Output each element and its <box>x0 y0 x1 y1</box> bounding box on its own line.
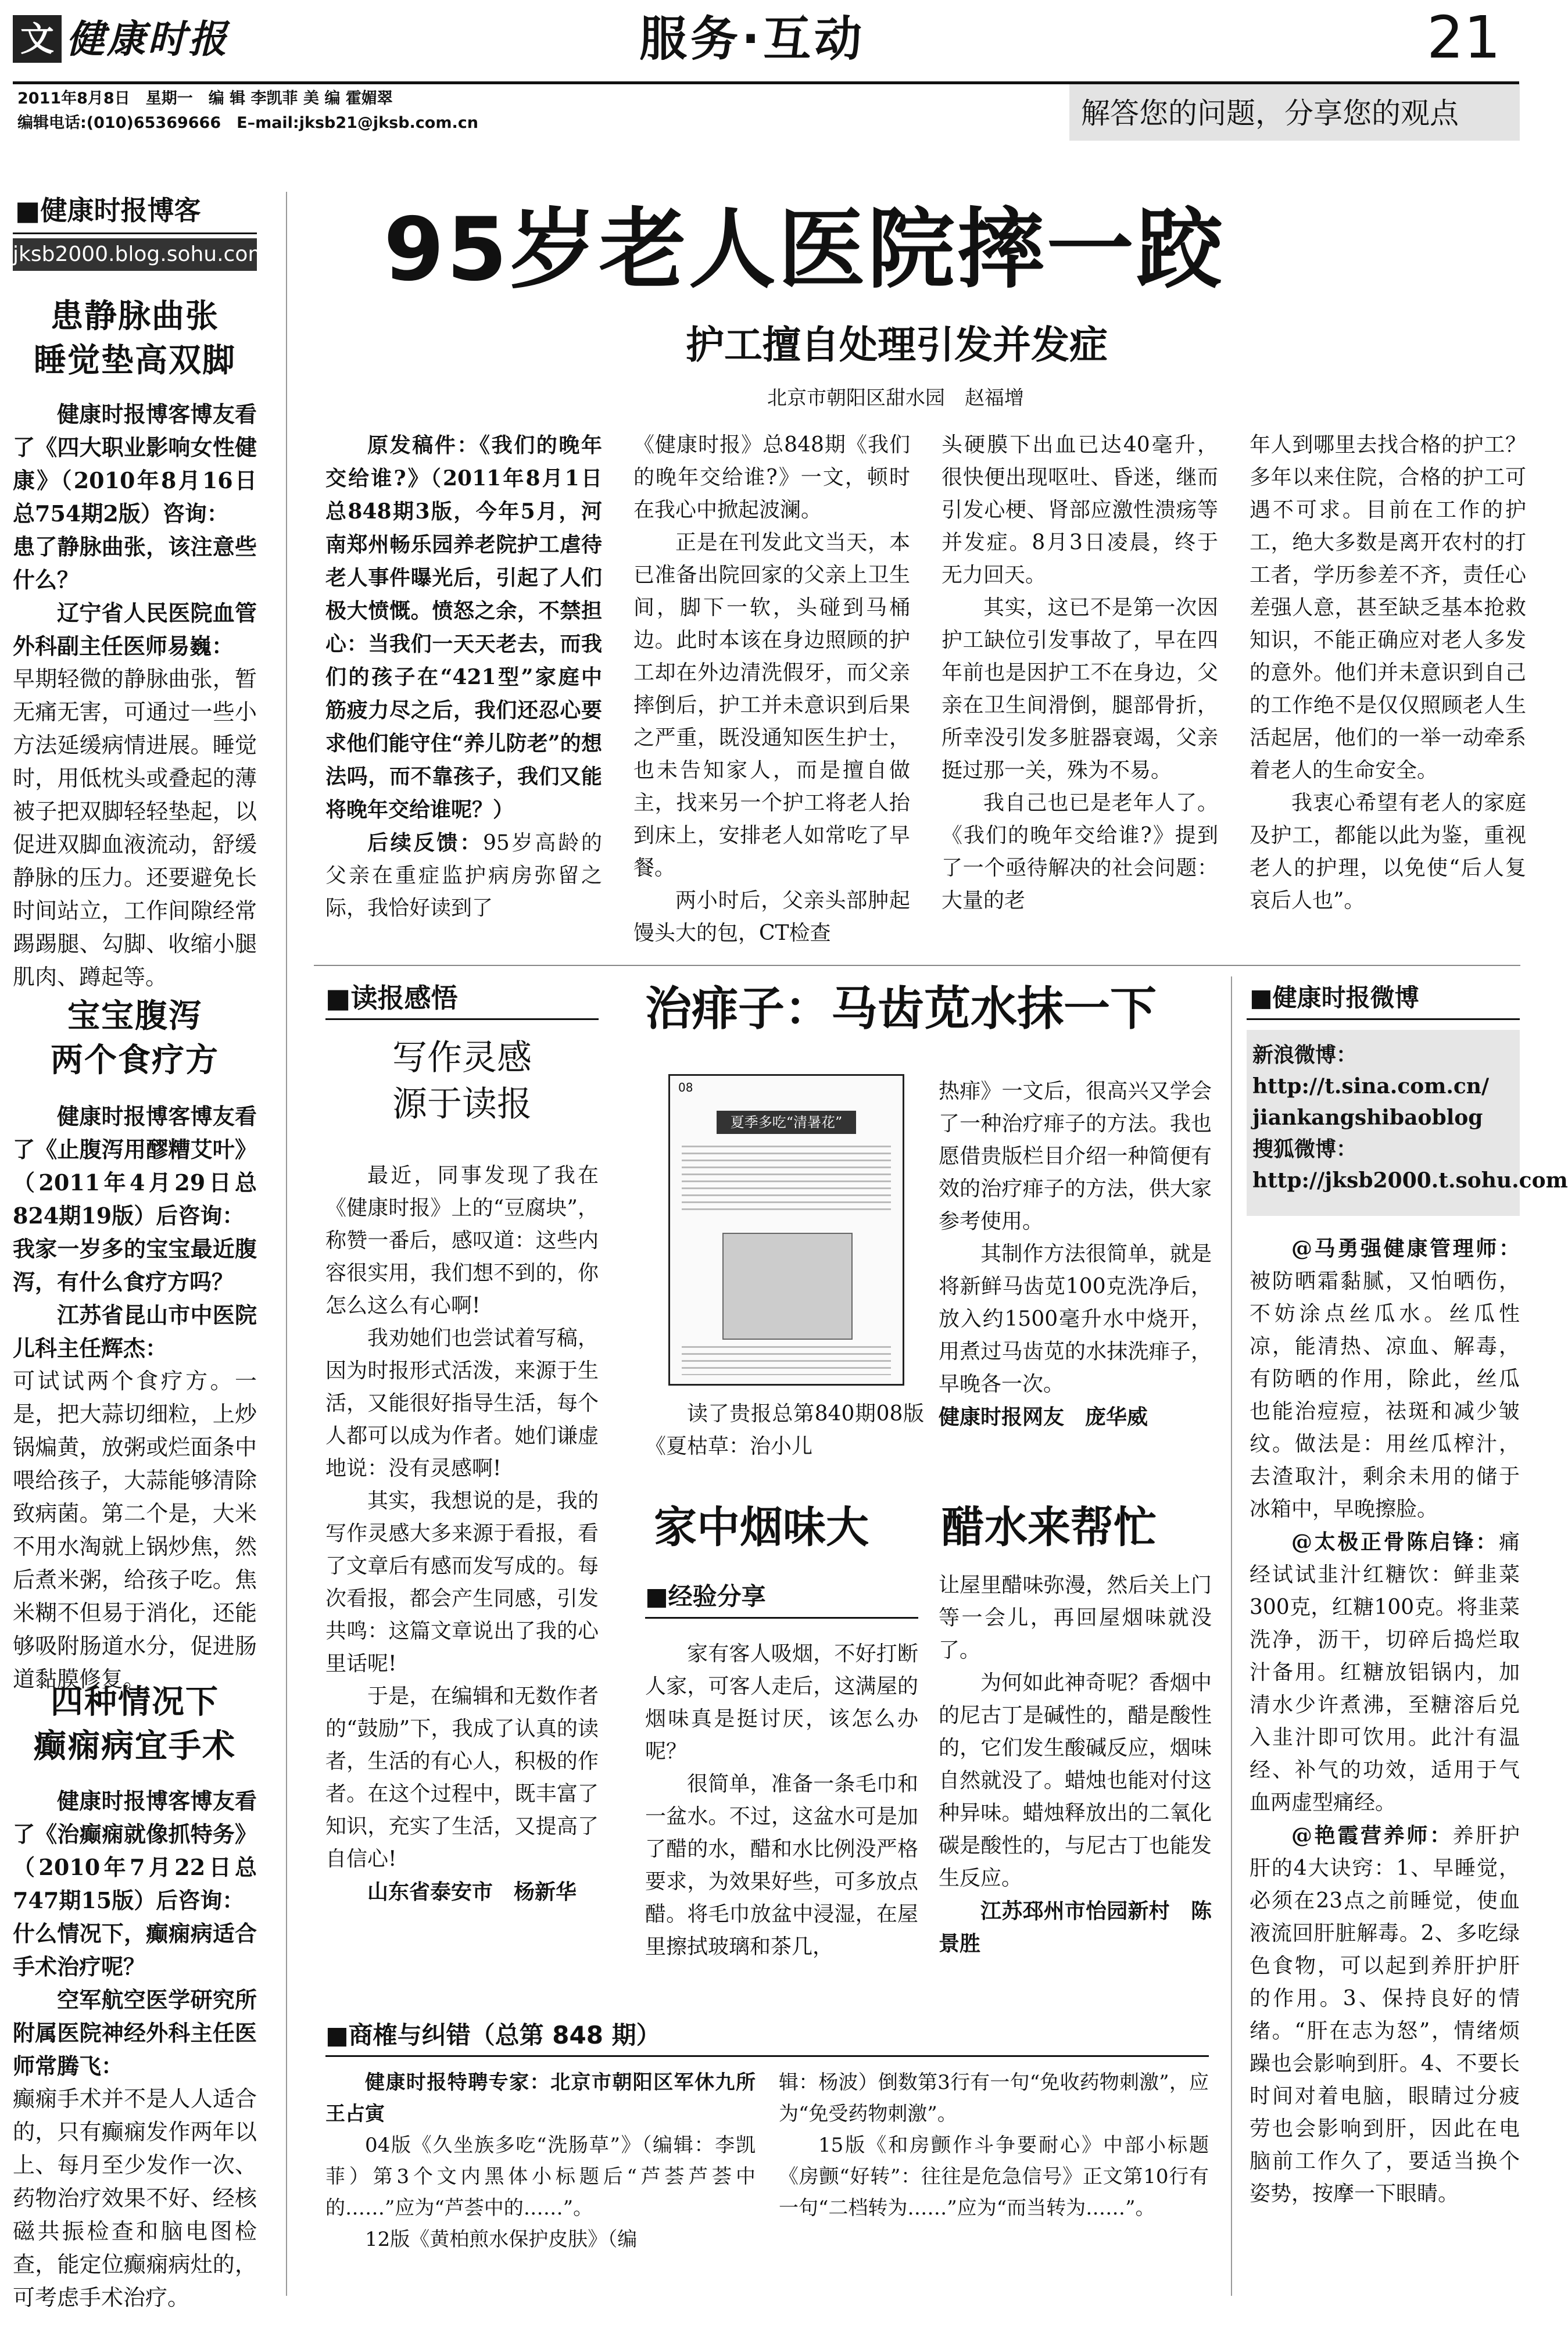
smoke-headline-left: 家中烟味大 <box>654 1502 869 1552</box>
paper-name: 健康时报 <box>66 16 229 62</box>
blog-item-title <box>13 994 257 1082</box>
smoke-paragraph: 让屋里醋味弥漫，然后关上门等一会儿，再回屋烟味就没了。 <box>939 1573 1212 1662</box>
blog-item-expert: 空军航空医学研究所附属医院神经外科主任医师常腾飞： <box>13 1987 257 2079</box>
reading-body <box>325 1160 599 1908</box>
sina-url-line1[interactable]: http://t.sina.com.cn/ <box>1252 1074 1490 1099</box>
logo-mark: 文 <box>13 15 62 63</box>
main-story-col2 <box>633 429 910 950</box>
blog-header-rule <box>13 232 257 234</box>
original-label: 原发稿件： <box>367 433 479 457</box>
errata-item: 15版《和房颤作斗争要耐心》中部小标题《房颤“好转”：往往是危急信号》正文第10行有一句“二档转为……”应为“而当转为……”。 <box>779 2134 1209 2220</box>
tip-author: @艳霞营养师： <box>1291 1823 1453 1848</box>
section-title: 服务·互动 <box>639 12 866 67</box>
acne-caption <box>645 1398 924 1463</box>
tip-text: 被防晒霜黏腻，又怕晒伤，不妨涂点丝瓜水。丝瓜性凉，能清热、凉血、解毒，有防晒的作用，除此，丝瓜也能治痘痘，祛斑和减少皱纹。做法是：用丝瓜榨汁，去渣取汁，剩余未用的储于冰箱中，早晚擦脸。 <box>1250 1269 1520 1521</box>
blog-item-question-lead: 健康时报博客博友看了《四大职业影响女性健康》（2010年8月16日总754期2版）咨询： <box>13 401 257 527</box>
blog-item-question-lead: 健康时报博客博友看了《治癫痫就像抓特务》（2010年7月22日总747期15版）后咨询： <box>13 1788 257 1913</box>
main-story-paragraph: 年人到哪里去找合格的护工？多年以来住院，合格的护工可遇不可求。目前在工作的护工，绝大多数是离开农村的打工者，学历参差不齐，责任心差强人意，甚至缺乏基本抢救知识，不能正确应对老人多发的意外。他们并未意识到自己的工作绝不是仅仅照顾老人生活起居，他们的一举一动牵系着老人的生命安全。 <box>1250 433 1526 782</box>
main-headline: 95岁老人医院摔一跤 <box>384 199 1226 300</box>
blog-item-question: 什么情况下，癫痫病适合手术治疗呢？ <box>13 1920 257 1980</box>
errata-item: 04版《久坐族多吃“洗肠草”》（编辑：李凯菲）第3个文内黑体小标题后“芦荟芦荟中的……”应为“芦荟中的……”。 <box>325 2134 756 2220</box>
reading-paragraph: 最近，同事发现了我在《健康时报》上的“豆腐块”，称赞一番后，感叹道：这些内容很实用，我们想不到的，你怎么这么有心啊! <box>325 1164 599 1318</box>
reading-header-rule <box>325 1018 599 1020</box>
thumb-headline: 夏季多吃“清暑花” <box>717 1111 856 1134</box>
blog-item-answer: 早期轻微的静脉曲张，暂无痛无害，可通过一些小方法延缓病情进展。睡觉时，用低枕头或叠起的薄被子把双脚轻轻垫起，以促进双脚血液流动，舒缓静脉的压力。还要避免长时间站立，工作间隙经常踢踢腿、勾脚、收缩小腿肌肉、蹲起等。 <box>13 666 257 990</box>
blog-item-answer: 癫痫手术并不是人人适合的，只有癫痫发作两年以上、每月至少发作一次、药物治疗效果不好、经核磁共振检查和脑电图检查，能定位癫痫病灶的，可考虑手术治疗。 <box>13 2086 257 2310</box>
sina-url-line2[interactable]: jiankangshibaoblog <box>1252 1105 1483 1130</box>
section-divider <box>314 965 1520 966</box>
right-column-divider <box>1231 976 1232 2296</box>
errata-expert: 健康时报特聘专家：北京市朝阳区军休九所 王占寅 <box>325 2071 775 2126</box>
followup-label: 后续反馈： <box>367 831 483 855</box>
blog-item-expert: 辽宁省人民医院血管外科副主任医师易巍： <box>13 600 257 659</box>
reading-title <box>325 1035 599 1128</box>
slogan: 解答您的问题，分享您的观点 <box>1081 96 1459 130</box>
smoke-paragraph: 为何如此神奇呢？香烟中的尼古丁是碱性的，醋是酸性的，它们发生酸碱反应，烟味自然就没了。蜡烛也能对付这种异味。蜡烛释放出的二氧化碳是酸性的，与尼古丁也能发生反应。 <box>939 1671 1212 1890</box>
column-divider <box>286 192 287 2296</box>
thumb-photo <box>722 1233 853 1340</box>
acne-paragraph: 热痱》一文后，很高兴又学会了一种治疗痱子的方法。我也愿借贵版栏目介绍一种简便有效的治疗痱子的方法，供大家参考使用。 <box>939 1079 1212 1233</box>
tip-text: 痛经试试韭汁红糖饮：鲜韭菜300克，红糖100克。将韭菜洗净，沥干，切碎后捣烂取汁备用。红糖放铝锅内，加清水少许煮沸，至糖溶后兑入韭汁即可饮用。此汁有温经、补气的功效，适用于气血两虚型痛经。 <box>1250 1530 1520 1815</box>
thumb-text-block <box>682 1146 891 1215</box>
main-story-paragraph: 头硬膜下出血已达40毫升，很快便出现呕吐、昏迷，继而引发心梗、肾部应激性溃疡等并发症。8月3日凌晨，终于无力回天。 <box>941 433 1218 587</box>
reading-paragraph: 其实，我想说的是，我的写作灵感大多来源于看报，看了文章后有感而发写成的。每次看报，都会产生同感，引发共鸣：这篇文章说出了我的心里话呢! <box>325 1489 599 1676</box>
reading-paragraph: 我劝她们也尝试着写稿，因为时报形式活泼，来源于生活，又能很好指导生活，每个人都可以成为作者。她们谦虚地说：没有灵感啊! <box>325 1326 599 1480</box>
blog-item-title-line2: 两个食疗方 <box>51 1041 219 1079</box>
sina-label: 新浪微博： <box>1252 1043 1358 1067</box>
blog-item-expert: 江苏省昆山市中医院儿科主任辉杰： <box>13 1302 257 1361</box>
blog-item-title-line2: 睡觉垫高双脚 <box>34 341 236 380</box>
sohu-label: 搜狐微博： <box>1252 1137 1358 1161</box>
acne-headline: 治痱子：马齿苋水抹一下 <box>645 981 1157 1036</box>
main-story-paragraph: 其实，这已不是第一次因护工缺位引发事故了，早在四年前也是因护工不在身边，父亲在卫生间滑倒，腿部骨折，所幸没引发多脏器衰竭，父亲挺过那一关，殊为不易。 <box>941 596 1218 782</box>
blog-item-title <box>13 1680 257 1768</box>
smoke-signature: 江苏邳州市怡园新村 陈景胜 <box>939 1899 1212 1956</box>
errata-item: 12版《黄柏煎水保护皮肤》（编 <box>365 2228 638 2251</box>
blog-url[interactable]: jksb2000.blog.sohu.com <box>13 238 257 271</box>
blog-item-body <box>13 1784 257 2314</box>
experience-header-rule <box>645 1617 918 1619</box>
reading-signature: 山东省泰安市 杨新华 <box>367 1880 577 1904</box>
acne-caption-text: 读了贵报总第840期08版《夏枯草：治小儿 <box>645 1402 924 1458</box>
smoke-body-right <box>939 1540 1212 1960</box>
contact-line: 编辑电话:(010)65369666 E–mail:jksb21@jksb.com.cn <box>17 114 478 132</box>
errata-item: 辑：杨波）倒数第3行有一句“免收药物刺激”，应为“免受药物刺激”。 <box>779 2071 1209 2126</box>
date-line: 2011年8月8日 星期一 编 辑 李凯菲 美 编 霍媚翠 <box>17 90 393 108</box>
blog-item-answer: 可试试两个食疗方。一是，把大蒜切细粒，上炒锅煸黄，放粥或烂面条中喂给孩子，大蒜能够清除致病菌。第二个是，大米不用水淘就上锅炒焦，然后煮米粥，给孩子吃。焦米糊不但易于消化，还能够吸附肠道水分，促进肠道黏膜修复。 <box>13 1368 257 1692</box>
blog-section-header: ■健康时报博客 <box>15 195 201 226</box>
blog-item-body <box>13 398 257 994</box>
main-story-col4 <box>1250 429 1526 917</box>
blog-item-title-line1: 四种情况下 <box>51 1683 219 1721</box>
blog-item-question-lead: 健康时报博客博友看了《止腹泻用醪糟艾叶》（2011年4月29日总824期19版）后咨询： <box>13 1103 257 1229</box>
smoke-paragraph: 很简单，准备一条毛巾和一盆水。不过，这盆水可是加了醋的水，醋和水比例没严格要求，为效果好些，可多放点醋。将毛巾放盆中浸湿，在屋里擦拭玻璃和茶几， <box>645 1772 918 1959</box>
weibo-header-rule <box>1247 1018 1520 1020</box>
tip-author: @马勇强健康管理师： <box>1291 1236 1520 1261</box>
original-text: 《我们的晚年交给谁?》（2011年8月1日总848期3版，今年5月，河南郑州畅乐园养老院护工虐待老人事件曝光后，引起了人们极大愤慨。愤怒之余，不禁担心：当我们一天天老去，而我们的孩子在“421型”家庭中筋疲力尽之后，我们还忍心要求他们能守住“养儿防老”的想法吗，而不靠孩子，我们又能将晚年交给谁呢？） <box>325 433 602 822</box>
blog-item-title-line2: 癫痫病宜手术 <box>34 1727 236 1765</box>
main-subhead: 护工擅自处理引发并发症 <box>686 322 1108 367</box>
errata-right <box>779 2067 1209 2224</box>
reading-title-line1: 写作灵感 <box>392 1037 532 1078</box>
main-story-paragraph: 《健康时报》总848期《我们的晚年交给谁?》一文，顿时在我心中掀起波澜。 <box>633 433 910 522</box>
main-story-paragraph: 正是在刊发此文当天，本已准备出院回家的父亲上卫生间，脚下一软，头碰到马桶边。此时本该在身边照顾的护工却在外边清洗假牙，而父亲摔倒后，护工并未意识到后果之严重，既没通知医生护士，也未告知家人，而是擅自做主，找来另一个护工将老人抬到床上，安排老人如常吃了早餐。 <box>633 531 910 880</box>
main-byline: 北京市朝阳区甜水园 赵福增 <box>767 387 1024 410</box>
page-number: 21 <box>1427 3 1501 71</box>
main-story-paragraph: 我衷心希望有老人的家庭及护工，都能以此为鉴，重视老人的护理，以免使“后人复哀后人也”。 <box>1250 791 1526 913</box>
blog-item-body <box>13 1100 257 1696</box>
errata-header-rule <box>325 2055 1209 2057</box>
blog-item-title-line1: 患静脉曲张 <box>51 297 219 335</box>
tip-text: 养肝护肝的4大诀窍：1、早睡觉，必须在23点之前睡觉，使血液流回肝脏解毒。2、多吃绿色食物，可以起到养肝护肝的作用。3、保持良好的情绪。“肝在志为怒”，情绪烦躁也会影响到肝。4、不要长时间对着电脑，眼睛过分疲劳也会影响到肝，因此在电脑前工作久了，要适当换个姿势，按摩一下眼睛。 <box>1250 1824 1520 2206</box>
acne-body <box>939 1075 1212 1433</box>
masthead-logo <box>13 15 245 63</box>
weibo-section-header: ■健康时报微博 <box>1250 983 1419 1012</box>
sohu-url[interactable]: http://jksb2000.t.sohu.com <box>1252 1168 1568 1193</box>
errata-left <box>325 2067 775 2255</box>
reading-section-header: ■读报感悟 <box>325 982 458 1014</box>
weibo-links-box <box>1247 1030 1568 1216</box>
smoke-headline-right: 醋水来帮忙 <box>941 1502 1157 1552</box>
main-story-paragraph: 我自己也已是老年人了。《我们的晚年交给谁?》提到了一个亟待解决的社会问题：大量的老 <box>941 791 1218 913</box>
smoke-paragraph: 家有客人吸烟，不好打断人家，可客人走后，这满屋的烟味真是挺讨厌，该怎么办呢？ <box>645 1642 918 1763</box>
blog-item-title <box>13 294 257 382</box>
followup-text: 95岁高龄的父亲在重症监护病房弥留之际，我恰好读到了 <box>325 831 602 920</box>
blog-item-question: 我家一岁多的宝宝最近腹泻，有什么食疗方吗？ <box>13 1236 257 1295</box>
reading-title-line2: 源于读报 <box>392 1084 532 1125</box>
newspaper-thumbnail <box>668 1074 904 1386</box>
main-story-col1 <box>325 429 602 925</box>
thumb-page-number: 08 <box>678 1080 693 1094</box>
blog-item-title-line1: 宝宝腹泻 <box>67 997 202 1035</box>
experience-section-header: ■经验分享 <box>645 1582 766 1611</box>
main-story-col3 <box>941 429 1218 917</box>
acne-paragraph: 其制作方法很简单，就是将新鲜马齿苋100克洗净后，放入约1500毫升水中烧开，用煮过马齿苋的水抹洗痱子，早晚各一次。 <box>939 1242 1212 1396</box>
errata-section-header: ■商榷与纠错（总第 848 期） <box>325 2021 661 2049</box>
thumb-text-block <box>682 1346 891 1375</box>
reading-paragraph: 于是，在编辑和无数作者的“鼓励”下，我成了认真的读者，生活的有心人，积极的作者。在这个过程中，既丰富了知识，充实了生活，又提高了自信心! <box>325 1684 599 1871</box>
blog-item-question: 患了静脉曲张，该注意些什么？ <box>13 534 257 593</box>
acne-signature: 健康时报网友 庞华威 <box>939 1405 1148 1429</box>
weibo-tips <box>1250 1232 1520 2210</box>
tip-author: @太极正骨陈启锋： <box>1291 1530 1499 1554</box>
smoke-body-left <box>645 1638 918 1963</box>
main-story-paragraph: 两小时后，父亲头部肿起馒头大的包，CT检查 <box>633 889 910 945</box>
